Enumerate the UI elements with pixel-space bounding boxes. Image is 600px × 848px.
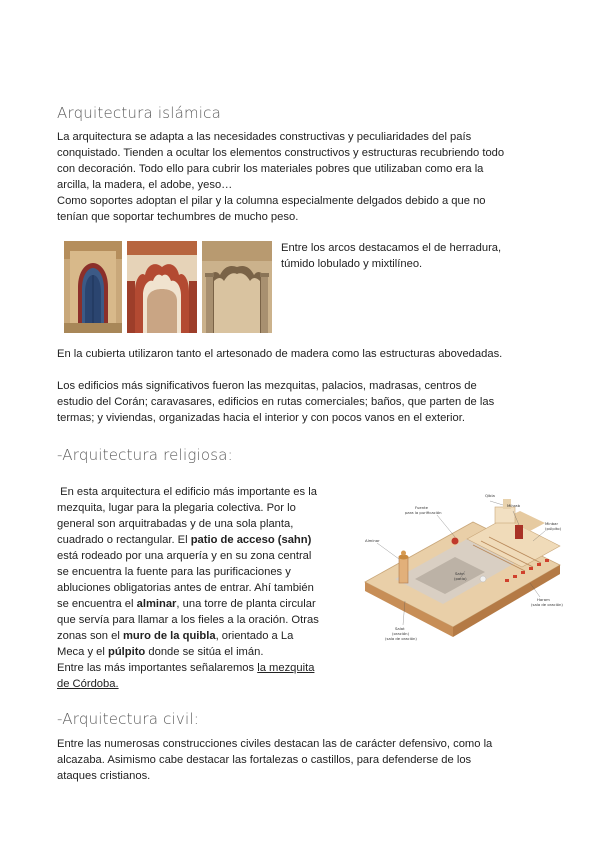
arches-text: Entre los arcos destacamos el de herradura, túmido lobulado y mixtilíneo. [281, 242, 502, 270]
label-haram: Haram [537, 597, 550, 602]
term-sahn: patio de acceso (sahn) [190, 534, 312, 546]
civil-paragraph: Entre las numerosas construcciones civiles destacan las de carácter defensivo, como la alcazaba. Asimismo cabe destacar las fortalezas o castillos, para defenderse de los ataques cristianos. [57, 738, 493, 782]
term-pulpito: púlpito [107, 646, 146, 658]
cordoba-link-part2[interactable]: de Córdoba. [57, 678, 119, 690]
mosque-diagram [355, 487, 570, 652]
horseshoe-arch-photo [64, 241, 122, 333]
section-title-civil: -Arquitectura civil: [57, 710, 199, 728]
section-title-islamic: Arquitectura islámica [57, 104, 221, 122]
term-alminar: alminar [136, 598, 177, 610]
cordoba-link-part1[interactable]: la mezquita [257, 662, 315, 674]
section-title-religious: -Arquitectura religiosa: [57, 446, 233, 464]
label-minbar: Minbar [545, 521, 559, 526]
label-salat: Salat [395, 626, 405, 631]
label-mihrab: Mihrab [507, 503, 521, 508]
buildings-paragraph: Los edificios más significativos fueron las mezquitas, palacios, madrasas, centros de estudio del Corán; caravasares, edificios en rutas comerciales; baños, que parten de las termas; y viviendas, organizadas hacia el interior y con pocos vanos en el exterior. [57, 380, 495, 424]
label-salat-sub: (oración) [392, 631, 410, 636]
label-fuente-sub: para la purificación [405, 510, 442, 515]
lobed-arch-photo [127, 241, 197, 333]
label-qibla: Qibla [485, 493, 495, 498]
label-sahn: Sahn [455, 571, 465, 576]
intro-paragraph: La arquitectura se adapta a las necesidades constructivas y peculiaridades del país conquistado. Tienden a ocultar los elementos constructivos y estructuras recubriendo todo con decoración. Todo ello para cubrir los materiales pobres que utilizaban como era la arcilla, la madera, el adobe, yeso… Como soportes adoptan el pilar y la columna especialmente delgados debido a que no tenían que soportar techumbres de mucho peso. [57, 131, 505, 223]
label-alminar: Alminar [365, 538, 380, 543]
label-sahn-sub: (patio) [454, 576, 467, 581]
label-minbar-sub: (púlpito) [545, 526, 562, 531]
religious-paragraph: En esta arquitectura el edificio más importante es la mezquita, lugar para la plegaria colectiva. Por lo general son arquitrabadas y de una sola planta, cuadrado o rectangular. El patio de acceso (sahn) está rodeado por una arquería y en su zona central se encuentra la fuente para las purificaciones y abluciones obligatorias antes de entrar. Ahí también se encuentra el alminar, una torre de planta circular que servía para llamar a los fieles a la oración. Otras zonas son el muro de la quibla, orientado a La Meca y el púlpito donde se sitúa el imán. Entre las más importantes señalaremos la mezquita de Córdoba. [57, 486, 319, 690]
term-qibla-wall: muro de la quibla [122, 630, 216, 642]
label-salat-sub2: (sala de oración) [385, 636, 417, 641]
mixtilinear-arch-photo [202, 241, 272, 333]
roof-text: En la cubierta utilizaron tanto el artesonado de madera como las estructuras abovedadas. [57, 348, 503, 360]
label-haram-sub: (sala de oración) [531, 602, 563, 607]
label-fuente: Fuente [415, 505, 428, 510]
